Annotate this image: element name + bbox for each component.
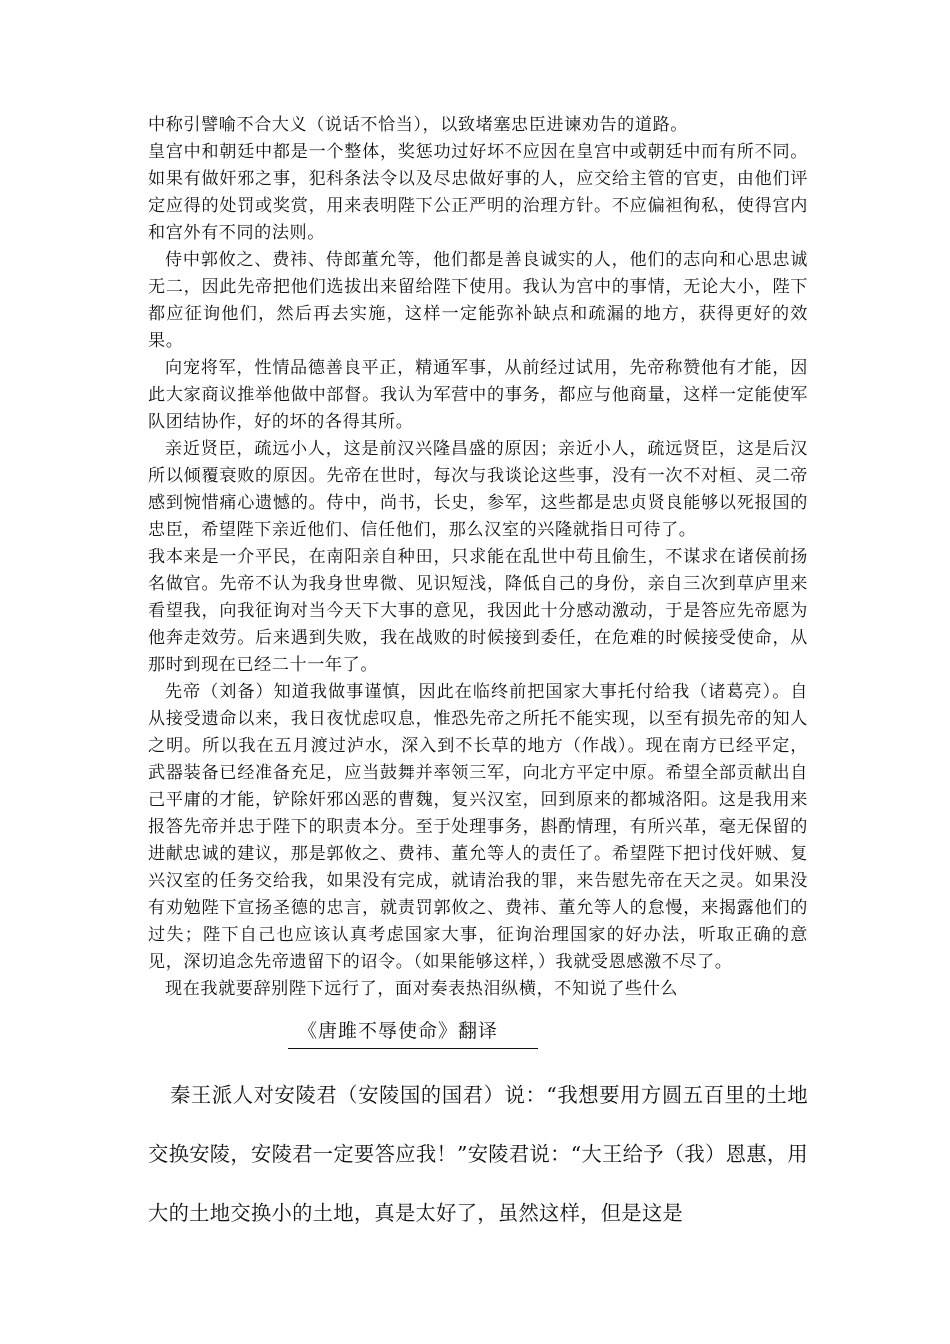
chushibiao-translation-body (148, 112, 808, 1003)
paragraph: 中称引譬喻不合大义（说话不恰当），以致堵塞忠臣进谏劝告的道路。 (148, 115, 688, 135)
paragraph: 皇宫中和朝廷中都是一个整体，奖惩功过好坏不应因在皇宫中或朝廷中而有所不同。如果有做奸邪之事，犯科条法令以及尽忠做好事的人，应交给主管的官吏，由他们评定应得的处罚或奖赏，用来表明陛下公正严明的治理方针。不应偏袒徇私，使得宫内和宫外有不同的法则。 (148, 142, 808, 243)
section-heading (288, 1016, 538, 1049)
paragraph: 现在我就要辞别陛下远行了，面对奏表热泪纵横，不知说了些什么 (165, 979, 679, 999)
tangju-translation-body (148, 1066, 808, 1243)
paragraph: 先帝（刘备）知道我做事谨慎，因此在临终前把国家大事托付给我（诸葛亮）。自从接受遗命以来，我日夜忧虑叹息，惟恐先帝之所托不能实现，以至有损先帝的知人之明。所以我在五月渡过泸水，深入到不长草的地方（作战）。现在南方已经平定，武器装备已经准备充足，应当鼓舞并率领三军，向北方平定中原。希望全部贡献出自己平庸的才能，铲除奸邪凶恶的曹魏，复兴汉室，回到原来的都城洛阳。这是我用来报答先帝并忠于陛下的职责本分。至于处理事务，斟酌情理，有所兴革，毫无保留的进献忠诚的建议，那是郭攸之、费祎、董允等人的责任了。希望陛下把讨伐奸贼、复兴汉室的任务交给我，如果没有完成，就请治我的罪，来告慰先帝在天之灵。如果没有劝勉陛下宣扬圣德的忠言，就责罚郭攸之、费祎、董允等人的怠慢，来揭露他们的过失；陛下自己也应该认真考虑国家大事，征询治理国家的好办法，听取正确的意见，深切追念先帝遗留下的诏令。（如果能够这样，）我就受恩感激不尽了。 (148, 682, 808, 972)
paragraph: 秦王派人对安陵君（安陵国的国君）说：“我想要用方圆五百里的土地交换安陵，安陵君一定要答应我！”安陵君说：“大王给予（我）恩惠，用大的土地交换小的土地，真是太好了，虽然这样，但是这是 (148, 1083, 808, 1225)
section-title: 《唐雎不辱使命》翻译 (298, 1020, 499, 1042)
paragraph: 侍中郭攸之、费祎、侍郎董允等，他们都是善良诚实的人，他们的志向和心思忠诚无二，因此先帝把他们选拔出来留给陛下使用。我认为宫中的事情，无论大小，陛下都应征询他们，然后再去实施，这样一定能弥补缺点和疏漏的地方，获得更好的效果。 (148, 250, 808, 351)
paragraph: 亲近贤臣，疏远小人，这是前汉兴隆昌盛的原因；亲近小人，疏远贤臣，这是后汉所以倾覆衰败的原因。先帝在世时，每次与我谈论这些事，没有一次不对桓、灵二帝感到惋惜痛心遗憾的。侍中，尚书，长史，参军，这些都是忠贞贤良能够以死报国的忠臣，希望陛下亲近他们、信任他们，那么汉室的兴隆就指日可待了。 (148, 439, 808, 540)
paragraph: 我本来是一介平民，在南阳亲自种田，只求能在乱世中苟且偷生，不谋求在诸侯前扬名做官。先帝不认为我身世卑微、见识短浅，降低自己的身份，亲自三次到草庐里来看望我，向我征询对当今天下大事的意见，我因此十分感动激动，于是答应先帝愿为他奔走效劳。后来遇到失败，我在战败的时候接到委任，在危难的时候接受使命，从那时到现在已经二十一年了。 (148, 547, 808, 675)
paragraph: 向宠将军，性情品德善良平正，精通军事，从前经过试用，先帝称赞他有才能，因此大家商议推举他做中部督。我认为军营中的事务，都应与他商量，这样一定能使军队团结协作，好的坏的各得其所。 (148, 358, 808, 432)
